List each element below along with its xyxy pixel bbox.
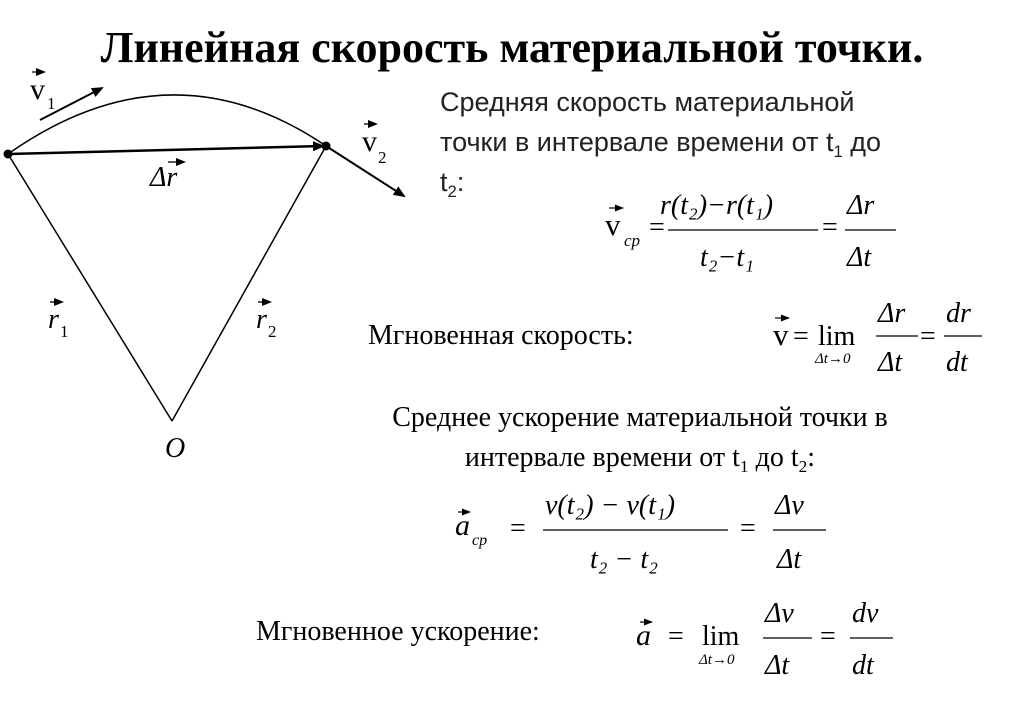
- svg-text:=: =: [649, 212, 665, 243]
- svg-text:r: r: [256, 304, 267, 335]
- average-velocity-line-2: точки в интервале времени от $t_1$ до: [440, 127, 882, 161]
- svg-text:Δv: Δv: [775, 490, 804, 521]
- svg-text:v: v: [362, 125, 377, 158]
- average-acceleration-line-2: интервале времени от $t_1$ до $t_2$:: [464, 442, 816, 477]
- svg-text:=: =: [820, 621, 836, 652]
- svg-text:dt: dt: [946, 347, 968, 378]
- svg-text:Δr: Δr: [847, 190, 875, 221]
- svg-text:Δt: Δt: [765, 650, 790, 681]
- formula-average-acceleration: [455, 490, 826, 575]
- instant-velocity-label: Мгновенная скорость:: [368, 320, 634, 351]
- svg-text:a: a: [636, 619, 651, 652]
- svg-text:Δr: Δr: [878, 298, 906, 329]
- svg-text:v: v: [773, 317, 789, 352]
- svg-text:=: =: [920, 321, 936, 352]
- svg-text:Δv: Δv: [765, 598, 794, 629]
- svg-text:Δt: Δt: [777, 544, 802, 575]
- formula-instant-velocity: [773, 298, 982, 378]
- svg-text:1: 1: [60, 322, 69, 341]
- svg-text:a: a: [455, 509, 470, 542]
- svg-text:2: 2: [268, 322, 277, 341]
- svg-text:=: =: [793, 321, 809, 352]
- formula-instant-acceleration: [636, 598, 893, 681]
- svg-text:cp: cp: [624, 231, 641, 250]
- average-velocity-line-3: $t_2$:: [440, 167, 465, 201]
- svg-text:v(t₂) − v(t₁): v(t₂) − v(t₁): [545, 490, 676, 521]
- svg-text:Δt: Δt: [847, 242, 872, 273]
- svg-text:cp: cp: [472, 532, 488, 549]
- origin-label: O: [165, 433, 186, 464]
- instant-acceleration-label: Мгновенное ускорение:: [256, 616, 540, 647]
- svg-text:lim: lim: [702, 621, 740, 652]
- svg-text:=: =: [668, 621, 684, 652]
- svg-text:1: 1: [47, 94, 56, 113]
- svg-text:r: r: [48, 304, 59, 335]
- svg-text:2: 2: [378, 148, 387, 167]
- svg-text:=: =: [822, 212, 838, 243]
- svg-text:v: v: [605, 207, 621, 242]
- svg-text:v: v: [30, 73, 45, 106]
- svg-text:Δt→0: Δt→0: [815, 351, 851, 367]
- average-acceleration-line-1: Среднее ускорение материальной точки в: [392, 402, 888, 433]
- svg-text:Δt: Δt: [878, 347, 903, 378]
- svg-text:t₂−t₁: t₂−t₁: [700, 242, 754, 273]
- svg-text:r(t₂)−r(t₁): r(t₂)−r(t₁): [660, 190, 774, 221]
- slide-title: Линейная скорость материальной точки.: [100, 23, 924, 72]
- svg-text:Δt→0: Δt→0: [699, 652, 735, 668]
- average-velocity-line-1: Средняя скорость материальной: [440, 87, 855, 117]
- svg-text:dr: dr: [946, 298, 971, 329]
- svg-text:t₂ − t₂: t₂ − t₂: [590, 544, 658, 575]
- formula-average-velocity: [605, 190, 896, 273]
- svg-text:lim: lim: [818, 321, 856, 352]
- svg-text:=: =: [740, 513, 756, 544]
- svg-text:=: =: [510, 513, 526, 544]
- svg-text:dt: dt: [852, 650, 874, 681]
- svg-text:dv: dv: [852, 598, 879, 629]
- svg-text:Δr: Δr: [150, 162, 178, 193]
